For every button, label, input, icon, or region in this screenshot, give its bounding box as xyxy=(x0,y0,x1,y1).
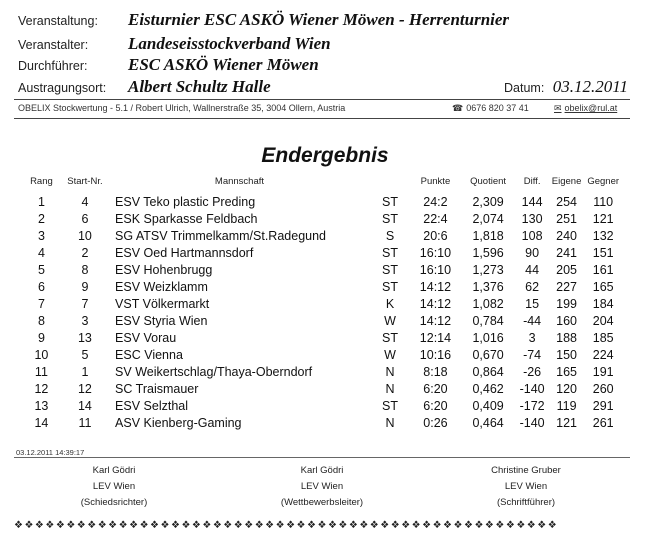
quotient-cell: 0,462 xyxy=(472,381,504,396)
eigene-cell: 165 xyxy=(556,364,577,379)
obelix-divider xyxy=(14,118,630,119)
punkte-cell: 20:6 xyxy=(423,228,448,243)
punkte-cell: 16:10 xyxy=(419,245,452,260)
start-cell: 12 xyxy=(77,381,92,396)
header-durchfuehrer xyxy=(18,55,638,77)
start-cell: 5 xyxy=(81,347,89,362)
col-verband xyxy=(370,175,410,193)
eigene-cell: 120 xyxy=(556,381,577,396)
verband-cell: ST xyxy=(382,279,398,294)
phone-icon: ☎ xyxy=(452,103,464,113)
signature-org: LEV Wien xyxy=(92,481,136,492)
start-cell: 6 xyxy=(81,211,89,226)
col-diff: Diff. xyxy=(523,175,541,187)
mannschaft-cell: SV Weikertschlag/Thaya-Oberndorf xyxy=(115,364,313,379)
header-veranstaltung xyxy=(18,10,638,32)
mannschaft-cell: ESV Selzthal xyxy=(115,398,189,413)
diff-cell: 3 xyxy=(528,330,536,345)
signature-name: Karl Gödri xyxy=(300,465,344,476)
rang-cell: 2 xyxy=(37,211,45,226)
table-row xyxy=(22,414,622,431)
quotient-cell: 2,074 xyxy=(472,211,504,226)
signature-org: LEV Wien xyxy=(504,481,548,492)
table-row xyxy=(22,380,622,397)
start-cell: 1 xyxy=(81,364,89,379)
gegner-cell: 151 xyxy=(592,245,614,260)
start-cell: 9 xyxy=(81,279,89,294)
punkte-cell: 16:10 xyxy=(419,262,452,277)
eigene-cell: 150 xyxy=(556,347,577,362)
datum-value: 03.12.2011 xyxy=(552,77,628,96)
table-row xyxy=(22,329,622,346)
verband-cell: ST xyxy=(382,211,398,226)
quotient-cell: 0,409 xyxy=(472,398,504,413)
gegner-cell: 291 xyxy=(592,398,614,413)
rang-cell: 12 xyxy=(34,381,49,396)
table-row xyxy=(22,397,622,414)
eigene-cell: 188 xyxy=(556,330,577,345)
footer-divider xyxy=(14,457,630,458)
verband-cell: N xyxy=(385,415,395,430)
verband-cell: ST xyxy=(382,194,398,209)
signature-wettbewerbsleiter xyxy=(232,463,412,511)
quotient-cell: 1,596 xyxy=(472,245,504,260)
table-row xyxy=(22,261,622,278)
veranstalter-value: Landeseisstockverband Wien xyxy=(128,34,331,53)
punkte-cell: 6:20 xyxy=(423,398,448,413)
table-row xyxy=(22,363,622,380)
diff-cell: 108 xyxy=(521,228,543,243)
diff-cell: 15 xyxy=(525,296,540,311)
rang-cell: 6 xyxy=(37,279,45,294)
obelix-phone xyxy=(452,103,529,114)
rang-cell: 9 xyxy=(37,330,45,345)
diff-cell: 144 xyxy=(521,194,543,209)
diff-cell: -74 xyxy=(523,347,542,362)
mannschaft-cell: ESK Sparkasse Feldbach xyxy=(115,211,258,226)
print-timestamp: 03.12.2011 14:39:17 xyxy=(16,448,85,457)
table-row xyxy=(22,278,622,295)
col-mannschaft: Mannschaft xyxy=(214,175,265,187)
rang-cell: 14 xyxy=(34,415,49,430)
signature-role: (Wettbewerbsleiter) xyxy=(280,497,364,508)
signature-org: LEV Wien xyxy=(300,481,344,492)
quotient-cell: 1,016 xyxy=(472,330,504,345)
col-eigene: Eigene xyxy=(551,175,582,187)
rang-cell: 8 xyxy=(37,313,45,328)
punkte-cell: 22:4 xyxy=(423,211,448,226)
table-row xyxy=(22,295,622,312)
quotient-cell: 1,818 xyxy=(472,228,504,243)
table-row xyxy=(22,244,622,261)
header-divider xyxy=(14,99,630,100)
table-row xyxy=(22,210,622,227)
gegner-cell: 110 xyxy=(593,194,614,209)
col-rang: Rang xyxy=(30,175,53,187)
rang-cell: 10 xyxy=(34,347,49,362)
gegner-cell: 191 xyxy=(592,364,614,379)
quotient-cell: 0,864 xyxy=(472,364,504,379)
punkte-cell: 12:14 xyxy=(419,330,452,345)
gegner-cell: 204 xyxy=(592,313,614,328)
envelope-icon: ✉ xyxy=(554,103,562,113)
punkte-cell: 0:26 xyxy=(423,415,448,430)
verband-cell: S xyxy=(385,228,395,243)
punkte-cell: 14:12 xyxy=(419,313,452,328)
verband-cell: ST xyxy=(382,330,398,345)
start-cell: 13 xyxy=(77,330,92,345)
rang-cell: 5 xyxy=(37,262,45,277)
verband-cell: N xyxy=(385,364,395,379)
header-veranstalter xyxy=(18,34,638,56)
gegner-cell: 161 xyxy=(592,262,614,277)
verband-cell: N xyxy=(385,381,395,396)
quotient-cell: 0,670 xyxy=(472,347,504,362)
start-cell: 8 xyxy=(81,262,89,277)
mannschaft-cell: VST Völkermarkt xyxy=(115,296,210,311)
mannschaft-cell: ASV Kienberg-Gaming xyxy=(115,415,242,430)
eigene-cell: 251 xyxy=(556,211,577,226)
phone-number: 0676 820 37 41 xyxy=(466,103,529,113)
eigene-cell: 205 xyxy=(556,262,577,277)
quotient-cell: 0,464 xyxy=(472,415,504,430)
veranstalter-label: Veranstalter: xyxy=(18,38,89,52)
diff-cell: 62 xyxy=(525,279,540,294)
rang-cell: 4 xyxy=(37,245,45,260)
start-cell: 7 xyxy=(81,296,89,311)
datum-label: Datum: xyxy=(504,81,545,95)
durchfuehrer-value: ESC ASKÖ Wiener Möwen xyxy=(128,55,319,74)
col-gegner: Gegner xyxy=(587,175,620,187)
punkte-cell: 8:18 xyxy=(423,364,448,379)
verband-cell: W xyxy=(384,347,396,362)
eigene-cell: 160 xyxy=(556,313,577,328)
mannschaft-cell: ESV Hohenbrugg xyxy=(115,262,213,277)
eigene-cell: 240 xyxy=(556,228,577,243)
rang-cell: 1 xyxy=(37,194,45,209)
quotient-cell: 2,309 xyxy=(472,194,504,209)
rang-cell: 11 xyxy=(34,364,48,379)
durchfuehrer-label: Durchführer: xyxy=(18,59,88,73)
austragungsort-label: Austragungsort: xyxy=(18,81,107,95)
eigene-cell: 241 xyxy=(556,245,577,260)
eigene-cell: 119 xyxy=(556,398,577,413)
mannschaft-cell: ESV Weizklamm xyxy=(115,279,208,294)
signature-schiedsrichter xyxy=(24,463,204,511)
eigene-cell: 199 xyxy=(556,296,577,311)
mannschaft-cell: SG ATSV Trimmelkamm/St.Radegund xyxy=(115,228,326,243)
table-row xyxy=(22,312,622,329)
diff-cell: -26 xyxy=(523,364,542,379)
start-cell: 3 xyxy=(81,313,89,328)
punkte-cell: 10:16 xyxy=(419,347,452,362)
mannschaft-cell: ESV Vorau xyxy=(115,330,177,345)
punkte-cell: 24:2 xyxy=(423,194,448,209)
diff-cell: -140 xyxy=(519,415,545,430)
diff-cell: 44 xyxy=(525,262,540,277)
signature-schriftfuehrer xyxy=(436,463,616,511)
col-start: Start-Nr. xyxy=(67,175,103,187)
diff-cell: -140 xyxy=(519,381,545,396)
start-cell: 4 xyxy=(81,194,89,209)
table-row xyxy=(22,346,622,363)
mannschaft-cell: ESV Teko plastic Preding xyxy=(115,194,256,209)
punkte-cell: 14:12 xyxy=(419,279,452,294)
table-row xyxy=(22,193,622,210)
quotient-cell: 0,784 xyxy=(472,313,504,328)
signature-role: (Schriftführer) xyxy=(496,497,556,508)
table-row xyxy=(22,227,622,244)
eigene-cell: 121 xyxy=(556,415,577,430)
signature-name: Karl Gödri xyxy=(92,465,136,476)
col-punkte: Punkte xyxy=(420,175,451,187)
mannschaft-cell: ESC Vienna xyxy=(115,347,183,362)
col-quotient: Quotient xyxy=(470,175,507,187)
obelix-text: OBELIX Stockwertung - 5.1 / Robert Ulrich, Wallnerstraße 35, 3004 Ollern, Austria xyxy=(18,103,346,113)
header-austragungsort xyxy=(18,77,638,99)
verband-cell: ST xyxy=(382,262,398,277)
rang-cell: 13 xyxy=(34,398,49,413)
page-title: Endergebnis xyxy=(261,144,389,167)
rang-cell: 7 xyxy=(37,296,45,311)
mannschaft-cell: SC Traismauer xyxy=(115,381,199,396)
mannschaft-cell: ESV Oed Hartmannsdorf xyxy=(115,245,254,260)
veranstaltung-label: Veranstaltung: xyxy=(18,14,98,28)
quotient-cell: 1,082 xyxy=(472,296,504,311)
gegner-cell: 185 xyxy=(592,330,614,345)
verband-cell: ST xyxy=(382,398,398,413)
eigene-cell: 254 xyxy=(556,194,577,209)
results-table xyxy=(22,175,622,431)
diamond-border: ❖❖❖❖❖❖❖❖❖❖❖❖❖❖❖❖❖❖❖❖❖❖❖❖❖❖❖❖❖❖❖❖❖❖❖❖❖❖❖❖❖❖❖❖❖❖❖❖❖❖❖❖ xyxy=(14,520,559,531)
veranstaltung-value: Eisturnier ESC ASKÖ Wiener Möwen - Herrenturnier xyxy=(128,10,510,29)
start-cell: 14 xyxy=(77,398,92,413)
gegner-cell: 261 xyxy=(592,415,614,430)
verband-cell: ST xyxy=(382,245,398,260)
gegner-cell: 132 xyxy=(592,228,614,243)
eigene-cell: 227 xyxy=(556,279,577,294)
diff-cell: -44 xyxy=(523,313,542,328)
start-cell: 11 xyxy=(78,415,92,430)
diff-cell: -172 xyxy=(519,398,545,413)
start-cell: 2 xyxy=(81,245,89,260)
austragungsort-value: Albert Schultz Halle xyxy=(128,77,271,96)
signature-name: Christine Gruber xyxy=(491,465,561,476)
table-header-row xyxy=(22,175,622,193)
mannschaft-cell: ESV Styria Wien xyxy=(115,313,208,328)
gegner-cell: 165 xyxy=(592,279,614,294)
diff-cell: 90 xyxy=(525,245,540,260)
quotient-cell: 1,273 xyxy=(472,262,504,277)
gegner-cell: 224 xyxy=(592,347,614,362)
obelix-mail[interactable] xyxy=(554,103,617,114)
gegner-cell: 184 xyxy=(592,296,614,311)
datum xyxy=(504,77,628,97)
quotient-cell: 1,376 xyxy=(472,279,504,294)
gegner-cell: 121 xyxy=(592,211,614,226)
signature-role: (Schiedsrichter) xyxy=(80,497,148,508)
verband-cell: K xyxy=(385,296,395,311)
start-cell: 10 xyxy=(77,228,92,243)
punkte-cell: 14:12 xyxy=(419,296,452,311)
obelix-info xyxy=(14,103,630,117)
diff-cell: 130 xyxy=(521,211,543,226)
email-address[interactable]: obelix@rul.at xyxy=(564,103,618,113)
gegner-cell: 260 xyxy=(592,381,614,396)
punkte-cell: 6:20 xyxy=(423,381,448,396)
verband-cell: W xyxy=(384,313,396,328)
rang-cell: 3 xyxy=(37,228,45,243)
